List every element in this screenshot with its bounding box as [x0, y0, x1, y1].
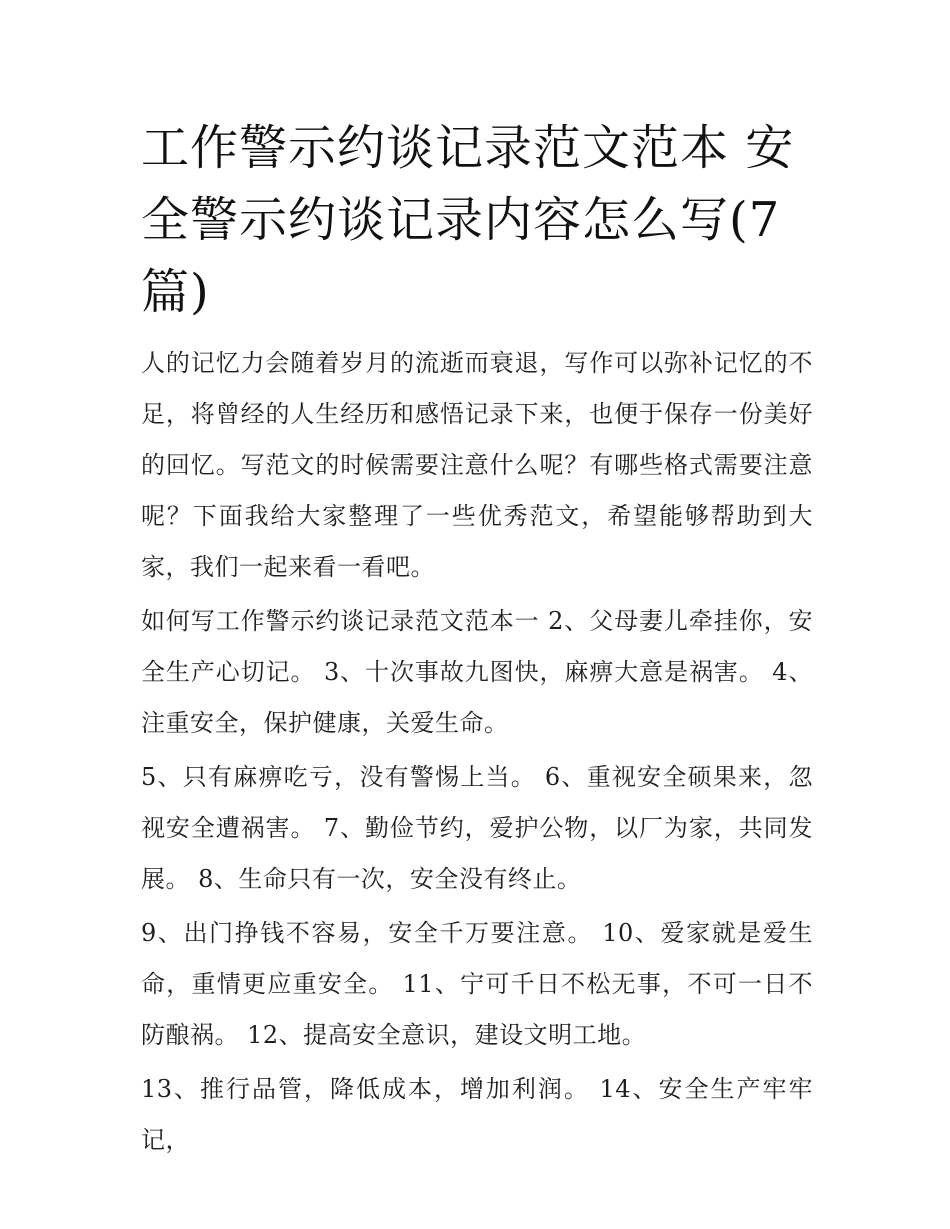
paragraph-intro: 人的记忆力会随着岁月的流逝而衰退，写作可以弥补记忆的不足，将曾经的人生经历和感悟记录下来，也便于保存一份美好的回忆。写范文的时候需要注意什么呢？有哪些格式需要注意呢？下面我给大家整理了一些优秀范文，希望能够帮助到大家，我们一起来看一看吧。: [141, 349, 813, 581]
document-title: 工作警示约谈记录范文范本 安全警示约谈记录内容怎么写(7篇): [141, 120, 795, 320]
paragraph-slogans-4: 13、推行品管，降低成本，增加利润。 14、安全生产牢牢记，: [141, 1075, 813, 1154]
paragraph-slogans-2: 5、只有麻痹吃亏，没有警惕上当。 6、重视安全硕果来，忽视安全遭祸害。 7、勤俭节约，爱护公物，以厂为家，共同发展。 8、生命只有一次，安全没有终止。: [141, 763, 813, 893]
paragraph-slogans-3: 9、出门挣钱不容易，安全千万要注意。 10、爱家就是爱生命，重情更应重安全。 11、宁可千日不松无事，不可一日不防酿祸。 12、提高安全意识，建设文明工地。: [141, 919, 813, 1049]
document-content: [141, 112, 813, 1169]
paragraph-slogans-1: 如何写工作警示约谈记录范文范本一 2、父母妻儿牵挂你，安全生产心切记。 3、十次事故九图快，麻痹大意是祸害。 4、注重安全，保护健康，关爱生命。: [141, 607, 813, 737]
